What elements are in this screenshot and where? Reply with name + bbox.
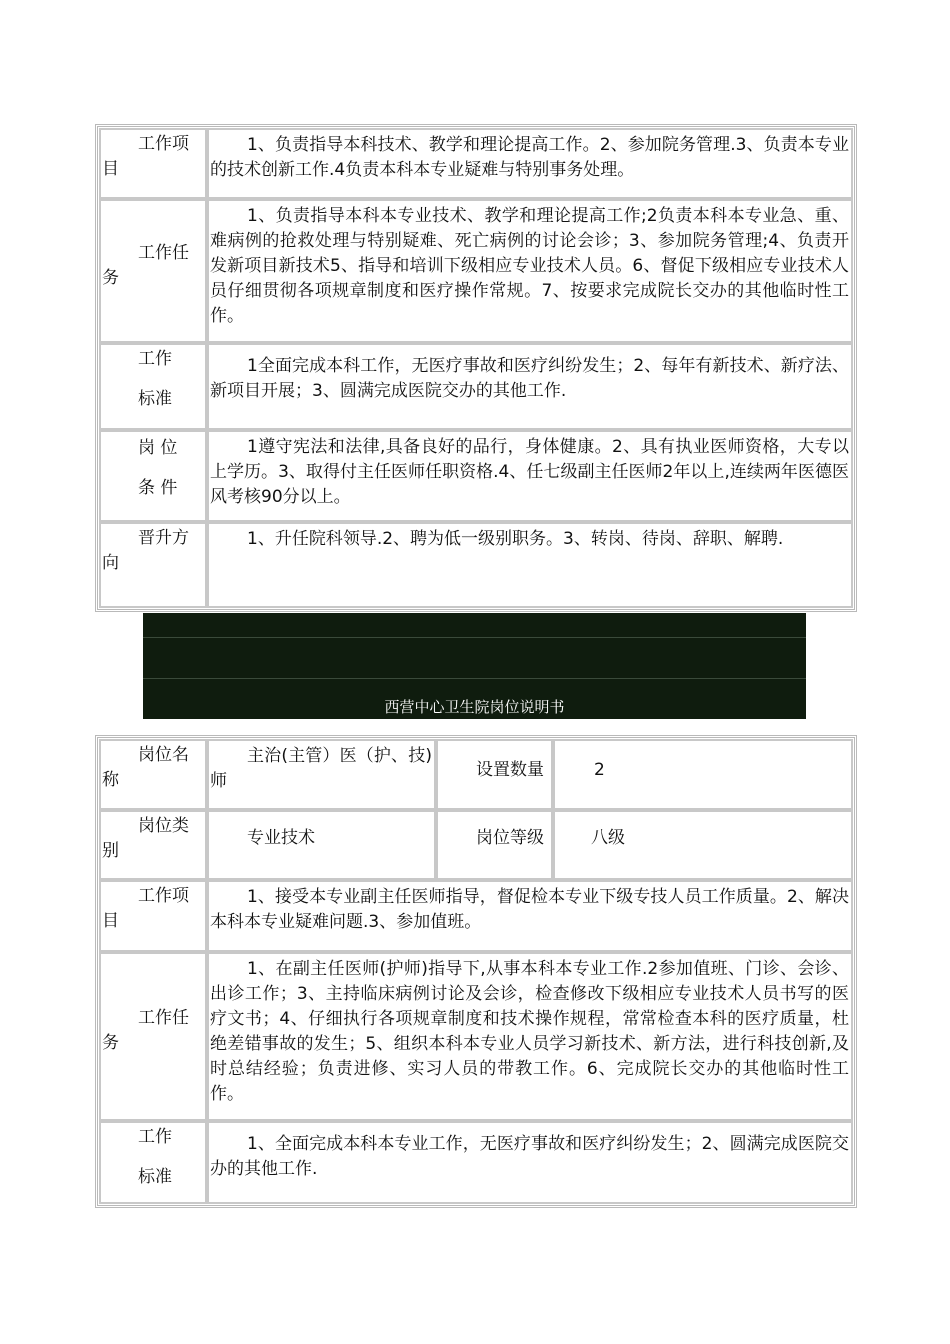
- row-label-work-tasks: [99, 952, 207, 1121]
- row-label-promotion: [99, 522, 207, 608]
- banner-title: 西营中心卫生院岗位说明书: [384, 698, 565, 716]
- job-description-table-1: [95, 124, 857, 612]
- label-line-1: 工作: [138, 349, 172, 369]
- label-line-1: 工作任: [138, 243, 189, 263]
- row-label-position-category: [99, 810, 207, 880]
- count-value: 2: [594, 760, 605, 780]
- content-text: 主治(主管）医（护、技)师: [210, 746, 432, 791]
- label-line-2: 务: [102, 1033, 119, 1053]
- banner-band-top: [143, 613, 806, 637]
- row-content-work-items: [207, 128, 853, 199]
- grade-label-cell: [436, 810, 553, 880]
- label-line-2: 务: [102, 268, 119, 288]
- count-label: 设置数量: [476, 760, 544, 780]
- label-line-2: 称: [102, 770, 119, 790]
- label-line-2: 别: [102, 841, 119, 861]
- content-text: 1、升任院科领导.2、聘为低一级别职务。3、转岗、待岗、辞职、解聘.: [247, 529, 784, 549]
- row-content-work-tasks: [207, 952, 853, 1121]
- label-line-2: 标准: [138, 1167, 172, 1187]
- position-category-value: [207, 810, 436, 880]
- row-content-work-standard: [207, 1121, 853, 1204]
- row-content-work-items: [207, 880, 853, 952]
- label-line-1: 岗位名: [138, 745, 189, 765]
- label-line-1: 岗 位: [138, 438, 178, 458]
- row-content-work-standard: [207, 343, 853, 430]
- label-line-2: 条 件: [138, 478, 178, 498]
- label-line-1: 工作项: [138, 886, 189, 906]
- content-text: 1、负责指导本科本专业技术、教学和理论提高工作;2负责本科本专业急、重、难病例的抢救处理与特别疑难、死亡病例的讨论会诊；3、参加院务管理;4、负责开发新项目新技术5、指导和培训下级相应专业技术人员。6、督促下级相应专业技术人员仔细贯彻各项规章制度和医疗操作常规。7、按要求完成院长交办的其他临时性工作。: [210, 206, 849, 326]
- position-name-value: [207, 739, 436, 810]
- grade-value: 八级: [591, 828, 625, 848]
- row-label-work-tasks: [99, 199, 207, 343]
- banner-band-middle: [143, 638, 806, 678]
- label-line-2: 目: [102, 159, 119, 179]
- count-label-cell: [436, 739, 553, 810]
- content-text: 1、负责指导本科技术、教学和理论提高工作。2、参加院务管理.3、负责本专业的技术创新工作.4负责本科本专业疑难与特别事务处理。: [210, 135, 849, 180]
- row-content-promotion: [207, 522, 853, 608]
- label-line-1: 晋升方: [138, 528, 189, 548]
- label-line-2: 目: [102, 911, 119, 931]
- row-label-work-standard: [99, 343, 207, 430]
- content-text: 1、接受本专业副主任医师指导，督促检本专业下级专技人员工作质量。2、解决本科本专业疑难问题.3、参加值班。: [210, 887, 849, 932]
- label-line-1: 工作: [138, 1127, 172, 1147]
- row-content-work-tasks: [207, 199, 853, 343]
- job-description-table-2: [95, 735, 857, 1208]
- label-line-1: 工作项: [138, 134, 189, 154]
- content-text: 1遵守宪法和法律,具备良好的品行，身体健康。2、具有执业医师资格，大专以上学历。3、取得付主任医师任职资格.4、任七级副主任医师2年以上,连续两年医德医风考核90分以上。: [210, 437, 849, 507]
- label-line-1: 工作任: [138, 1008, 189, 1028]
- label-line-1: 岗位类: [138, 816, 189, 836]
- row-label-work-items: [99, 880, 207, 952]
- content-text: 1、在副主任医师(护师)指导下,从事本科本专业工作.2参加值班、门诊、会诊、出诊工作；3、主持临床病例讨论及会诊，检查修改下级相应专业技术人员书写的医疗文书；4、仔细执行各项规章制度和技术操作规程，常常检查本科的医疗质量，杜绝差错事故的发生；5、组织本科本专业人员学习新技术、新方法，进行科技创新,及时总结经验；负责进修、实习人员的带教工作。6、完成院长交办的其他临时性工作。: [210, 959, 849, 1104]
- content-text: 1、全面完成本科本专业工作，无医疗事故和医疗纠纷发生；2、圆满完成医院交办的其他工作.: [210, 1134, 849, 1179]
- count-value-cell: [553, 739, 853, 810]
- grade-label: 岗位等级: [476, 828, 544, 848]
- row-label-requirements: [99, 430, 207, 522]
- category-value: 专业技术: [247, 828, 315, 848]
- row-label-position-name: [99, 739, 207, 810]
- row-label-work-standard: [99, 1121, 207, 1204]
- content-text: 1全面完成本科工作，无医疗事故和医疗纠纷发生；2、每年有新技术、新疗法、新项目开展；3、圆满完成医院交办的其他工作.: [210, 356, 849, 401]
- label-line-2: 向: [102, 553, 119, 573]
- label-line-2: 标准: [138, 389, 172, 409]
- row-label-work-items: [99, 128, 207, 199]
- row-content-requirements: [207, 430, 853, 522]
- grade-value-cell: [553, 810, 853, 880]
